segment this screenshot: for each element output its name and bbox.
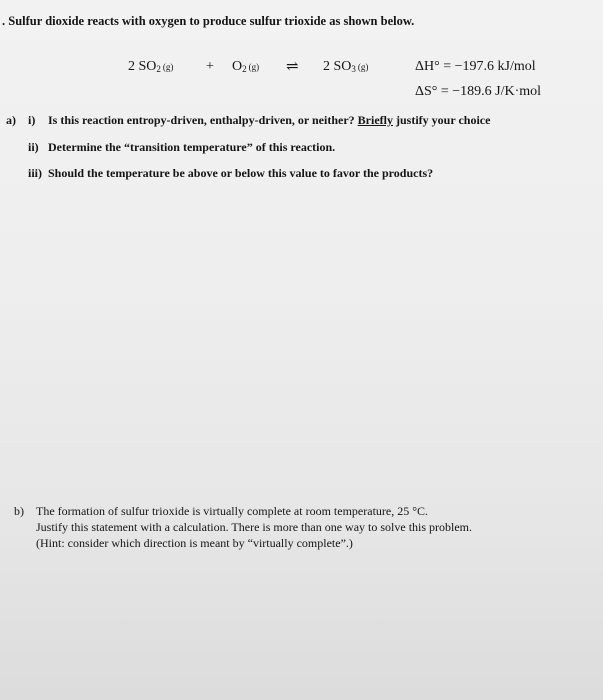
reactant-o2-subscript: 2 [242,64,247,74]
question-b [14,503,472,551]
question-a-i-label: i) [28,113,36,127]
product-so3-subscript: 3 [351,64,356,74]
question-b-line-2: Justify this statement with a calculation. There is more than one way to solve this problem. [36,520,473,534]
reactant-so2-state: (g) [162,62,174,72]
reactant-so2 [128,59,173,75]
product-so3 [323,59,368,75]
question-a-i [6,113,490,128]
part-a-label: a) [6,113,16,127]
question-a-i-underlined: Briefly [357,113,393,127]
product-so3-formula: 2 SO [323,59,352,74]
question-b-line-3: (Hint: consider which direction is meant by “virtually complete”.) [36,536,353,550]
product-so3-state: (g) [357,62,369,72]
question-a-ii-text: Determine the “transition temperature” of this reaction. [48,140,336,154]
question-a-ii-label: ii) [28,140,39,154]
enthalpy-value: ΔH° = −197.6 kJ/mol [415,59,536,74]
question-a-ii [28,140,335,155]
reactant-so2-formula: 2 SO [128,59,157,74]
intro-text: . Sulfur dioxide reacts with oxygen to produce sulfur trioxide as shown below. [2,14,415,28]
question-a-i-text-end: justify your choice [393,113,491,127]
reactant-o2-state: (g) [248,62,260,72]
part-b-label: b) [14,504,24,518]
question-a-iii-label: iii) [28,166,42,180]
reactant-o2 [232,59,259,75]
question-b-line-1 [14,503,472,519]
reactant-o2-formula: O [232,59,243,74]
equilibrium-arrow: ⇌ [286,59,299,75]
entropy-value: ΔS° = −189.6 J/K·mol [415,84,542,99]
reactant-so2-subscript: 2 [156,64,161,74]
question-b-text-1: The formation of sulfur trioxide is virtually complete at room temperature, 25 °C. [36,504,429,518]
question-a-iii-text: Should the temperature be above or below this value to favor the products? [48,166,434,180]
question-a-i-text-start: Is this reaction entropy-driven, enthalpy-driven, or neither? [48,113,358,127]
question-a-iii [28,166,433,181]
plus-sign: + [206,59,214,74]
